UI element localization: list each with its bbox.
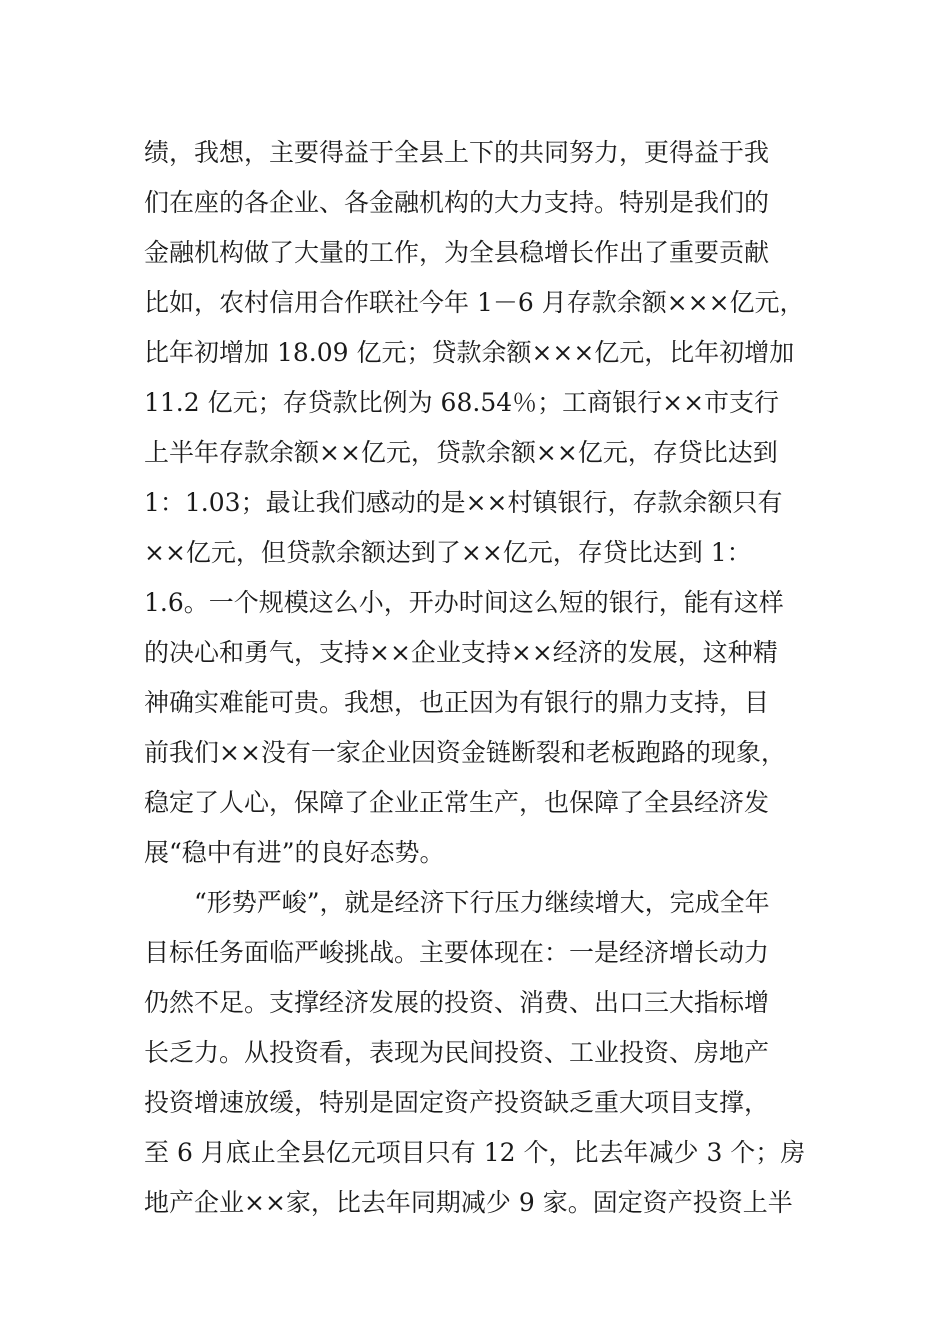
text-line: 展“稳中有进”的良好态势。 [144,838,445,867]
text-line: 11.2 亿元；存贷款比例为 68.54％；工商银行××市支行 [144,388,780,417]
paragraph-start-line: “形势严峻”，就是经济下行压力继续增大，完成全年 [194,888,770,917]
text-line: ××亿元，但贷款余额达到了××亿元，存贷比达到 1： [144,538,752,567]
text-line: 上半年存款余额××亿元，贷款余额××亿元，存贷比达到 [144,438,778,467]
text-line: 投资增速放缓，特别是固定资产投资缺乏重大项目支撑， [144,1088,770,1117]
text-line: 神确实难能可贵。我想，也正因为有银行的鼎力支持，目 [144,688,770,717]
text-line: 仍然不足。支撑经济发展的投资、消费、出口三大指标增 [144,988,770,1017]
text-line: 目标任务面临严峻挑战。主要体现在：一是经济增长动力 [144,938,770,967]
text-line: 稳定了人心，保障了企业正常生产，也保障了全县经济发 [144,788,770,817]
text-line: 至 6 月底止全县亿元项目只有 12 个，比去年减少 3 个；房 [144,1138,806,1167]
text-line: 的决心和勇气，支持××企业支持××经济的发展，这种精 [144,638,778,667]
text-line: 1：1.03；最让我们感动的是××村镇银行，存款余额只有 [144,488,783,517]
text-line: 地产企业××家，比去年同期减少 9 家。固定资产投资上半 [144,1188,793,1217]
text-line: 比如，农村信用合作联社今年 1－6 月存款余额×××亿元， [144,288,805,317]
body-text [144,128,824,1228]
text-line: 比年初增加 18.09 亿元；贷款余额×××亿元，比年初增加 [144,338,795,367]
text-line: 绩，我想，主要得益于全县上下的共同努力，更得益于我 [144,138,770,167]
text-line: 金融机构做了大量的工作，为全县稳增长作出了重要贡献 [144,238,770,267]
text-line: 前我们××没有一家企业因资金链断裂和老板跑路的现象， [144,738,786,767]
text-line: 1.6。一个规模这么小，开办时间这么短的银行，能有这样 [144,588,784,617]
text-line: 长乏力。从投资看，表现为民间投资、工业投资、房地产 [144,1038,770,1067]
text-line: 们在座的各企业、各金融机构的大力支持。特别是我们的 [144,188,770,217]
